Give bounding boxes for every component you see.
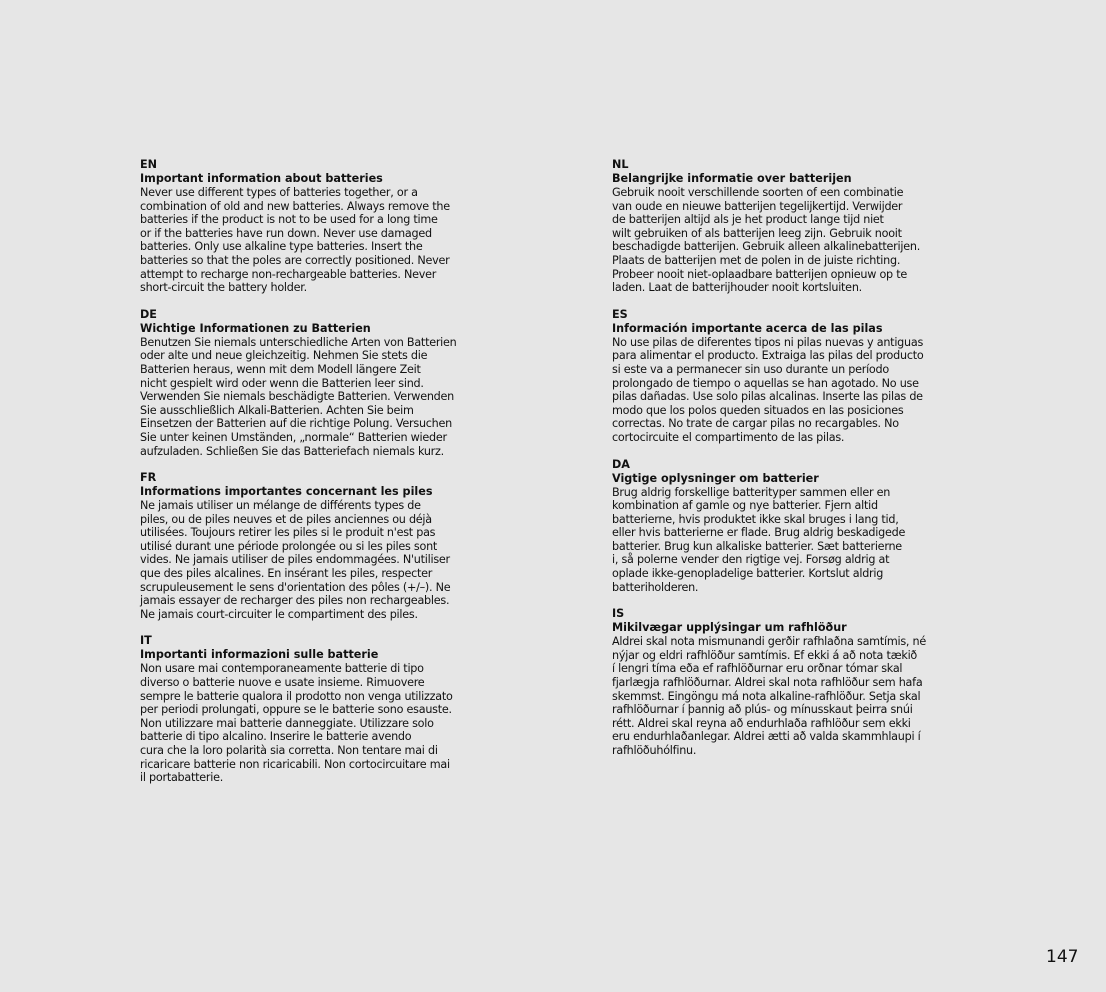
body-line: batteries so that the poles are correctly positioned. Never xyxy=(140,253,450,267)
body-line: si este va a permanecer sin uso durante un período xyxy=(612,362,889,376)
body-line: nicht gespielt wird oder wenn die Batterien leer sind. xyxy=(140,376,424,390)
body-line: jamais essayer de recharger des piles non rechargeables. xyxy=(140,594,450,608)
body-line: or if the batteries have run down. Never use damaged xyxy=(140,226,432,240)
body-line: fjarlægja rafhlöðurnar. Aldrei skal nota rafhlöður sem hafa xyxy=(612,676,923,690)
section-da xyxy=(612,458,962,595)
section-en xyxy=(140,158,490,295)
section-heading: Información importante acerca de las pilas xyxy=(612,321,883,335)
body-line: diverso o batterie nuove e usate insieme. Rimuovere xyxy=(140,676,425,690)
language-code: FR xyxy=(140,471,157,485)
right-column xyxy=(612,158,962,771)
body-line: scrupuleusement le sens d'orientation des pôles (+/–). Ne xyxy=(140,580,451,594)
section-body xyxy=(140,336,490,458)
body-line: combination of old and new batteries. Always remove the xyxy=(140,199,450,213)
body-line: oplade ikke-genopladelige batterier. Kortslut aldrig xyxy=(612,567,884,581)
body-line: rétt. Aldrei skal reyna að endurhlaða rafhlöður sem ekki xyxy=(612,716,911,730)
body-line: pilas dañadas. Use solo pilas alcalinas. Inserte las pilas de xyxy=(612,390,923,404)
body-line: cura che la loro polarità sia corretta. Non tentare mai di xyxy=(140,744,438,757)
section-nl xyxy=(612,158,962,295)
body-line: Gebruik nooit verschillende soorten of een combinatie xyxy=(612,186,904,199)
body-line: batterie di tipo alcalino. Inserire le batterie avendo xyxy=(140,730,412,744)
body-line: Aldrei skal nota mismunandi gerðir rafhlaðna samtímis, né xyxy=(612,635,926,649)
body-line: utilisées. Toujours retirer les piles si le produit n'est pas xyxy=(140,526,436,540)
body-line: modo que los polos queden situados en las posiciones xyxy=(612,403,904,417)
body-line: vides. Ne jamais utiliser de piles endommagées. N'utiliser xyxy=(140,553,450,567)
body-line: Benutzen Sie niemals unterschiedliche Arten von Batterien xyxy=(140,335,457,349)
body-line: rafhlöðurnar í þannig að plús- og mínusskaut þeirra snúi xyxy=(612,703,913,717)
section-body xyxy=(612,486,962,595)
body-line: que des piles alcalines. En insérant les piles, respecter xyxy=(140,567,433,581)
body-line: short-circuit the battery holder. xyxy=(140,281,307,295)
body-line: kombination af gamle og nye batterier. Fjern altid xyxy=(612,499,878,513)
body-line: i, så polerne vender den rigtige vej. Forsøg aldrig at xyxy=(612,553,890,567)
section-heading: Mikilvægar upplýsingar um rafhlöður xyxy=(612,621,847,635)
section-heading: Important information about batteries xyxy=(140,172,383,185)
section-body xyxy=(612,186,962,295)
section-de xyxy=(140,308,490,458)
body-line: Batterien heraus, wenn mit dem Modell längere Zeit xyxy=(140,362,421,376)
body-line: Probeer nooit niet-oplaadbare batterijen opnieuw op te xyxy=(612,267,907,281)
section-body xyxy=(140,186,490,295)
body-line: Sie ausschließlich Alkali-Batterien. Achten Sie beim xyxy=(140,403,414,417)
section-body xyxy=(612,635,962,757)
body-line: batteries if the product is not to be used for a long time xyxy=(140,213,438,227)
body-line: Verwenden Sie niemals beschädigte Batterien. Verwenden xyxy=(140,390,454,404)
body-line: wilt gebruiken of als batterijen leeg zijn. Gebruik nooit xyxy=(612,226,902,240)
language-code: DA xyxy=(612,457,630,471)
page-number: 147 xyxy=(1046,947,1079,967)
body-line: il portabatterie. xyxy=(140,771,224,785)
body-line: í lengri tíma eða ef rafhlöðurnar eru orðnar tómar skal xyxy=(612,662,903,676)
body-line: Sie unter keinen Umständen, „normale“ Batterien wieder xyxy=(140,430,447,444)
body-line: sempre le batterie qualora il prodotto non venga utilizzato xyxy=(140,689,453,703)
body-line: piles, ou de piles neuves et de piles anciennes ou déjà xyxy=(140,512,432,526)
language-code: NL xyxy=(612,158,629,171)
body-line: No use pilas de diferentes tipos ni pilas nuevas y antiguas xyxy=(612,335,924,349)
body-line: Plaats de batterijen met de polen in de juiste richting. xyxy=(612,253,901,267)
body-line: ricaricare batterie non ricaricabili. Non cortocircuitare mai xyxy=(140,757,450,771)
section-body xyxy=(140,499,490,621)
section-body xyxy=(140,662,490,784)
section-heading: Vigtige oplysninger om batterier xyxy=(612,471,819,485)
body-line: per periodi prolungati, oppure se le batterie sono esauste. xyxy=(140,703,452,717)
body-line: batterierne, hvis produktet ikke skal bruges i lang tid, xyxy=(612,512,899,526)
language-code: ES xyxy=(612,307,628,321)
section-heading: Wichtige Informationen zu Batterien xyxy=(140,321,371,335)
section-body xyxy=(612,336,962,445)
body-line: utilisé durant une période prolongée ou si les piles sont xyxy=(140,539,438,553)
body-line: de batterijen altijd als je het product lange tijd niet xyxy=(612,213,884,227)
body-line: attempt to recharge non-rechargeable batteries. Never xyxy=(140,267,437,281)
body-line: Non utilizzare mai batterie danneggiate. Utilizzare solo xyxy=(140,716,434,730)
body-line: para alimentar el producto. Extraiga las pilas del producto xyxy=(612,349,924,363)
body-line: Non usare mai contemporaneamente batterie di tipo xyxy=(140,662,424,676)
body-line: skemmst. Eingöngu má nota alkaline-rafhlöður. Setja skal xyxy=(612,689,921,703)
left-column xyxy=(140,158,490,798)
section-fr xyxy=(140,471,490,621)
body-line: rafhlöðuhólfinu. xyxy=(612,744,697,757)
body-line: batterier. Brug kun alkaliske batterier. Sæt batterierne xyxy=(612,539,902,553)
body-line: eller hvis batterierne er flade. Brug aldrig beskadigede xyxy=(612,526,906,540)
body-line: Never use different types of batteries together, or a xyxy=(140,186,418,199)
body-line: Ne jamais utiliser un mélange de différents types de xyxy=(140,499,421,513)
section-heading: Importanti informazioni sulle batterie xyxy=(140,648,379,662)
body-line: Einsetzen der Batterien auf die richtige Polung. Versuchen xyxy=(140,417,453,431)
body-line: Brug aldrig forskellige batterityper sammen eller en xyxy=(612,485,891,499)
body-line: aufzuladen. Schließen Sie das Batteriefach niemals kurz. xyxy=(140,444,444,458)
body-line: correctas. No trate de cargar pilas no recargables. No xyxy=(612,417,899,431)
section-heading: Informations importantes concernant les piles xyxy=(140,485,433,499)
body-line: laden. Laat de batterijhouder nooit kortsluiten. xyxy=(612,281,862,295)
body-line: prolongado de tiempo o aquellas se han agotado. No use xyxy=(612,376,919,390)
language-code: EN xyxy=(140,158,158,171)
body-line: oder alte und neue gleichzeitig. Nehmen Sie stets die xyxy=(140,349,428,363)
section-it xyxy=(140,634,490,784)
body-line: van oude en nieuwe batterijen tegelijkertijd. Verwijder xyxy=(612,199,903,213)
section-es xyxy=(612,308,962,445)
section-heading: Belangrijke informatie over batterijen xyxy=(612,172,852,185)
body-line: Ne jamais court-circuiter le compartiment des piles. xyxy=(140,607,418,621)
language-code: IT xyxy=(140,634,152,648)
body-line: beschadigde batterijen. Gebruik alleen alkalinebatterijen. xyxy=(612,240,920,254)
section-is xyxy=(612,607,962,757)
body-line: nýjar og eldri rafhlöður samtímis. Ef ekki á að nota tækið xyxy=(612,648,918,662)
body-line: eru endurhlaðanlegar. Aldrei ætti að valda skammhlaupi í xyxy=(612,730,921,744)
body-line: batteries. Only use alkaline type batteries. Insert the xyxy=(140,240,423,254)
body-line: batteriholderen. xyxy=(612,580,699,594)
body-line: cortocircuite el compartimento de las pilas. xyxy=(612,430,845,444)
language-code: DE xyxy=(140,307,157,321)
language-code: IS xyxy=(612,607,625,621)
